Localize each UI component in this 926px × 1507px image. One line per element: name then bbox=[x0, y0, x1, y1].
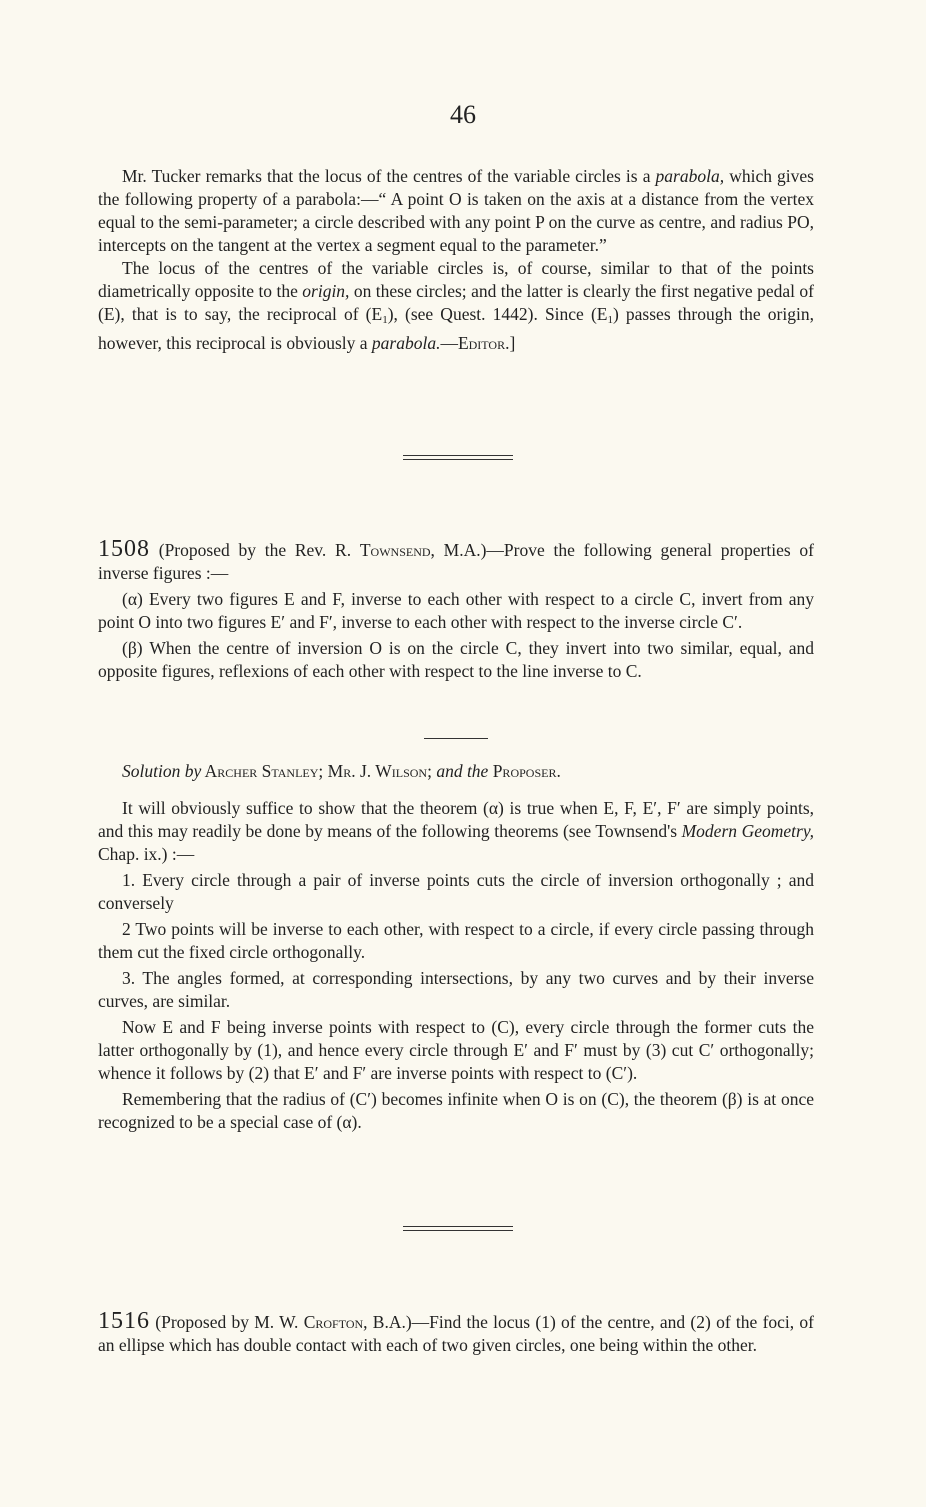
theorem-2: 2 Two points will be inverse to each other, with respect to a circle, if every circle passing through them cut the fixed circle orthogonally. bbox=[98, 919, 814, 962]
editor-note bbox=[98, 165, 814, 355]
question-1508-part-alpha: (α) Every two figures E and F, inverse to each other with respect to a circle C, invert from any point O into two figures E′ and F′, inverse to each other with respect to the inverse circle C′. bbox=[98, 589, 814, 632]
solution bbox=[98, 760, 814, 1134]
section-divider bbox=[403, 455, 513, 463]
theorem-3: 3. The angles formed, at corresponding intersections, by any two curves and by their inverse curves, are similar. bbox=[98, 968, 814, 1011]
question-1516 bbox=[98, 1310, 814, 1357]
question-1508-part-beta: (β) When the centre of inversion O is on the circle C, they invert into two similar, equal, and opposite figures, reflexions of each other with respect to the line inverse to C. bbox=[98, 638, 814, 681]
question-1516-intro: 1516 (Proposed by M. W. Crofton, B.A.)—Find the locus (1) of the centre, and (2) of the foci, of an ellipse which has double contact with each of two given circles, one being within the other. bbox=[98, 1308, 814, 1355]
theorem-1: 1. Every circle through a pair of inverse points cuts the circle of inversion orthogonally ; and conversely bbox=[98, 870, 814, 913]
editor-note-paragraph-2: The locus of the centres of the variable circles is, of course, similar to that of the points diametrically opposite to the origin, on these circles; and the latter is clearly the first negative pedal of (E), that is to say, the reciprocal of $(E_1)$, (see Quest. 1442). Since $(E_1)$ passes through the origin, however, this reciprocal is obviously a parabola.—Editor.] bbox=[98, 258, 814, 353]
solution-paragraph-2: Now E and F being inverse points with respect to (C), every circle through the former cuts the latter orthogonally by (1), and hence every circle through E′ and F′ must by (3) cut C′ orthogonally; whence it follows by (2) that E′ and F′ are inverse points with respect to (C′). bbox=[98, 1017, 814, 1083]
solution-heading: Solution by Archer Stanley; Mr. J. Wilson; and the Proposer. bbox=[122, 761, 561, 781]
solution-paragraph-3: Remembering that the radius of (C′) becomes infinite when O is on (C), the theorem (β) is at once recognized to be a special case of (α). bbox=[98, 1089, 814, 1132]
question-1508-intro: 1508 (Proposed by the Rev. R. Townsend, M.A.)—Prove the following general properties of inverse figures :— bbox=[98, 536, 814, 583]
editor-note-paragraph-1: Mr. Tucker remarks that the locus of the centres of the variable circles is a parabola, which gives the following property of a parabola:—“ A point O is taken on the axis at a distance from the vertex equal to the semi-parameter; a circle described with any point P on the curve as centre, and radius PO, intercepts on the tangent at the vertex a segment equal to the parameter.” bbox=[98, 166, 814, 255]
short-rule bbox=[424, 738, 488, 739]
page-number: 46 bbox=[450, 100, 476, 129]
section-divider bbox=[403, 1226, 513, 1234]
question-1508 bbox=[98, 538, 814, 683]
solution-paragraph-1: It will obviously suffice to show that the theorem (α) is true when E, F, E′, F′ are simply points, and this may readily be done by means of the following theorems (see Townsend's Modern Geometry, Chap. ix.) :— bbox=[98, 798, 814, 864]
